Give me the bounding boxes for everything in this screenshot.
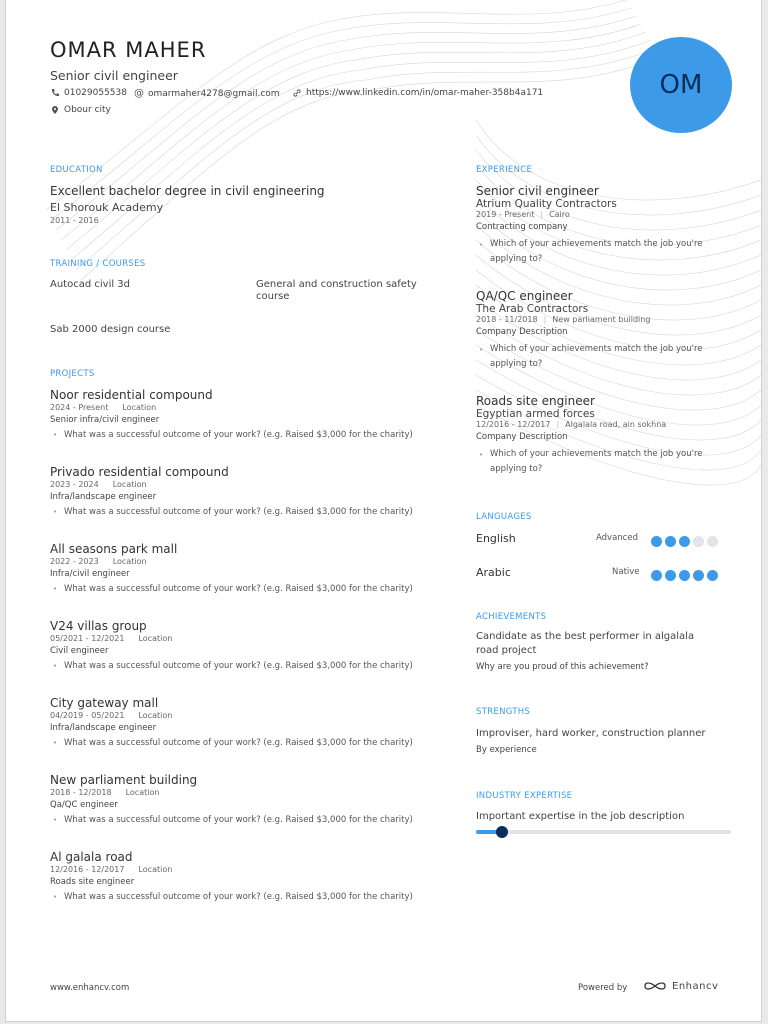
- rating-dot: [651, 570, 662, 581]
- languages-heading: LANGUAGES: [476, 512, 532, 522]
- rating-dot: [693, 536, 704, 547]
- project-bullet: • What was a successful outcome of your work? (e.g. Raised $3,000 for the charity): [64, 892, 413, 902]
- project-location: Location: [125, 788, 160, 797]
- project-dates: 2023 - 2024: [50, 480, 99, 489]
- email-address[interactable]: omarmaher4278@gmail.com: [148, 88, 280, 99]
- project-title: Noor residential compound: [50, 388, 213, 402]
- project-dates: 2024 - Present: [50, 403, 109, 412]
- experience-dates: 2018 - 11/2018: [476, 315, 538, 324]
- project-title: City gateway mall: [50, 696, 159, 710]
- experience-title: Senior civil engineer: [476, 184, 599, 198]
- project-role: Civil engineer: [50, 646, 109, 656]
- language-rating: [648, 532, 718, 551]
- project-bullet: • What was a successful outcome of your work? (e.g. Raised $3,000 for the charity): [64, 584, 413, 594]
- project-title: Al galala road: [50, 850, 133, 864]
- project-dates: 12/2016 - 12/2017: [50, 865, 125, 874]
- location-pin-icon: [50, 105, 60, 115]
- phone-number: 01029055538: [64, 88, 127, 98]
- education-heading: EDUCATION: [50, 165, 103, 175]
- experience-title: Roads site engineer: [476, 394, 595, 408]
- resume-page: [5, 0, 762, 1022]
- expertise-bar-knob: [496, 826, 508, 838]
- expertise-label: Important expertise in the job description: [476, 811, 685, 822]
- education-degree: Excellent bachelor degree in civil engineering: [50, 184, 325, 198]
- project-location: Location: [138, 634, 173, 643]
- rating-dot: [707, 536, 718, 547]
- rating-dot: [665, 536, 676, 547]
- project-entry: [50, 696, 413, 748]
- language-level: Native: [612, 567, 640, 577]
- experience-dates: 2019 - Present: [476, 210, 535, 219]
- project-dates: 2022 - 2023: [50, 557, 99, 566]
- experience-bullet-line: Which of your achievements match the job you're: [490, 344, 703, 354]
- footer-powered-by: Powered by: [578, 983, 628, 993]
- achievement-subtext: Why are you proud of this achievement?: [476, 662, 649, 672]
- training-item: General and construction safety course: [256, 279, 417, 302]
- training-item: Sab 2000 design course: [50, 324, 171, 335]
- project-location: Location: [138, 865, 173, 874]
- rating-dot: [693, 570, 704, 581]
- experience-company: Atrium Quality Contractors: [476, 198, 617, 210]
- at-icon: @: [134, 88, 144, 99]
- project-dates: 05/2021 - 12/2021: [50, 634, 125, 643]
- project-bullet: • What was a successful outcome of your work? (e.g. Raised $3,000 for the charity): [64, 507, 413, 517]
- enhancv-logo-icon: [642, 979, 668, 993]
- project-location: Location: [122, 403, 157, 412]
- project-bullet: • What was a successful outcome of your work? (e.g. Raised $3,000 for the charity): [64, 815, 413, 825]
- rating-dot: [707, 570, 718, 581]
- footer-brand[interactable]: [642, 979, 718, 993]
- project-dates: 2018 - 12/2018: [50, 788, 112, 797]
- experience-entry: QA/QC engineer The Arab Contractors 2018 - 11/2018 | New parliament building Company Description • Which of your achievements match the job you're applying to?: [476, 289, 703, 372]
- avatar: [630, 37, 732, 133]
- experience-place: New parliament building: [552, 315, 651, 324]
- project-role: Infra/landscape engineer: [50, 723, 157, 733]
- project-bullet: • What was a successful outcome of your work? (e.g. Raised $3,000 for the charity): [64, 661, 413, 671]
- project-entry: [50, 850, 413, 902]
- strengths-heading: STRENGTHS: [476, 707, 531, 717]
- experience-place: Cairo: [549, 210, 570, 219]
- project-bullet: • What was a successful outcome of your work? (e.g. Raised $3,000 for the charity): [64, 738, 413, 748]
- linkedin-url[interactable]: https://www.linkedin.com/in/omar-maher-358b4a171: [306, 88, 544, 98]
- experience-bullet: [490, 447, 703, 477]
- rating-dot: [679, 570, 690, 581]
- project-bullet: • What was a successful outcome of your work? (e.g. Raised $3,000 for the charity): [64, 430, 413, 440]
- rating-dot: [665, 570, 676, 581]
- project-role: Roads site engineer: [50, 877, 135, 887]
- link-icon: [292, 88, 302, 98]
- projects-heading: PROJECTS: [50, 369, 95, 379]
- project-title: All seasons park mall: [50, 542, 178, 556]
- candidate-name: OMAR MAHER: [50, 38, 207, 62]
- email-contact[interactable]: [134, 88, 280, 99]
- project-role: Senior infra/civil engineer: [50, 415, 160, 425]
- project-role: Infra/landscape engineer: [50, 492, 157, 502]
- industry-expertise-heading: INDUSTRY EXPERTISE: [476, 791, 573, 801]
- project-title: Privado residential compound: [50, 465, 229, 479]
- language-name: English: [476, 532, 516, 545]
- achievement-text: Candidate as the best performer in algalala: [476, 631, 695, 642]
- phone-icon: [50, 88, 60, 98]
- location-contact: [50, 105, 111, 115]
- project-title: New parliament building: [50, 773, 198, 787]
- experience-description: Company Description: [476, 327, 568, 337]
- project-location: Location: [138, 711, 173, 720]
- phone-contact: [50, 88, 127, 98]
- project-entry: [50, 773, 413, 825]
- experience-description: Contracting company: [476, 222, 568, 232]
- location-text: Obour city: [64, 105, 111, 115]
- experience-company: Egyptian armed forces: [476, 408, 595, 420]
- experience-bullet: [490, 237, 703, 267]
- project-role: Qa/QC engineer: [50, 800, 118, 810]
- experience-place: Algalala road, ain sokhna: [565, 420, 667, 429]
- project-role: Infra/civil engineer: [50, 569, 130, 579]
- language-name: Arabic: [476, 566, 511, 579]
- achievement-text: road project: [476, 645, 537, 656]
- strengths-subtext: By experience: [476, 745, 537, 755]
- education-dates: 2011 - 2016: [50, 216, 99, 225]
- experience-dates: 12/2016 - 12/2017: [476, 420, 551, 429]
- experience-bullet-line: applying to?: [490, 359, 543, 369]
- linkedin-contact[interactable]: [292, 88, 543, 98]
- project-location: Location: [112, 557, 147, 566]
- experience-title: QA/QC engineer: [476, 289, 573, 303]
- expertise-bar: [476, 830, 731, 834]
- enhancv-brand-name: Enhancv: [672, 980, 719, 992]
- language-level: Advanced: [596, 533, 638, 543]
- rating-dot: [651, 536, 662, 547]
- project-entry: [50, 619, 413, 671]
- experience-bullet-line: Which of your achievements match the job you're: [490, 449, 703, 459]
- training-item: Autocad civil 3d: [50, 279, 131, 290]
- experience-bullet: [490, 342, 703, 372]
- avatar-initials: OM: [659, 70, 703, 100]
- project-dates: 04/2019 - 05/2021: [50, 711, 125, 720]
- experience-heading: EXPERIENCE: [476, 165, 533, 175]
- project-location: Location: [112, 480, 147, 489]
- experience-entry: Roads site engineer Egyptian armed forces 12/2016 - 12/2017 | Algalala road, ain sokhna Company Description • Which of your achievements match the job you're applying to?: [476, 394, 703, 477]
- achievements-heading: ACHIEVEMENTS: [476, 612, 547, 622]
- education-school: El Shorouk Academy: [50, 201, 164, 214]
- candidate-title: Senior civil engineer: [50, 68, 178, 83]
- experience-bullet-line: Which of your achievements match the job you're: [490, 239, 703, 249]
- project-entry: [50, 542, 413, 594]
- project-entry: [50, 465, 413, 517]
- training-heading: TRAINING / COURSES: [50, 259, 146, 269]
- experience-bullet-line: applying to?: [490, 254, 543, 264]
- experience-description: Company Description: [476, 432, 568, 442]
- footer-site[interactable]: www.enhancv.com: [50, 983, 130, 993]
- project-title: V24 villas group: [50, 619, 147, 633]
- rating-dot: [679, 536, 690, 547]
- language-rating: [648, 566, 718, 585]
- experience-entry: Senior civil engineer Atrium Quality Contractors 2019 - Present | Cairo Contracting company • Which of your achievements match the job you're applying to?: [476, 184, 703, 267]
- experience-bullet-line: applying to?: [490, 464, 543, 474]
- project-entry: [50, 388, 413, 440]
- strengths-text: Improviser, hard worker, construction planner: [476, 728, 706, 739]
- experience-company: The Arab Contractors: [476, 303, 589, 315]
